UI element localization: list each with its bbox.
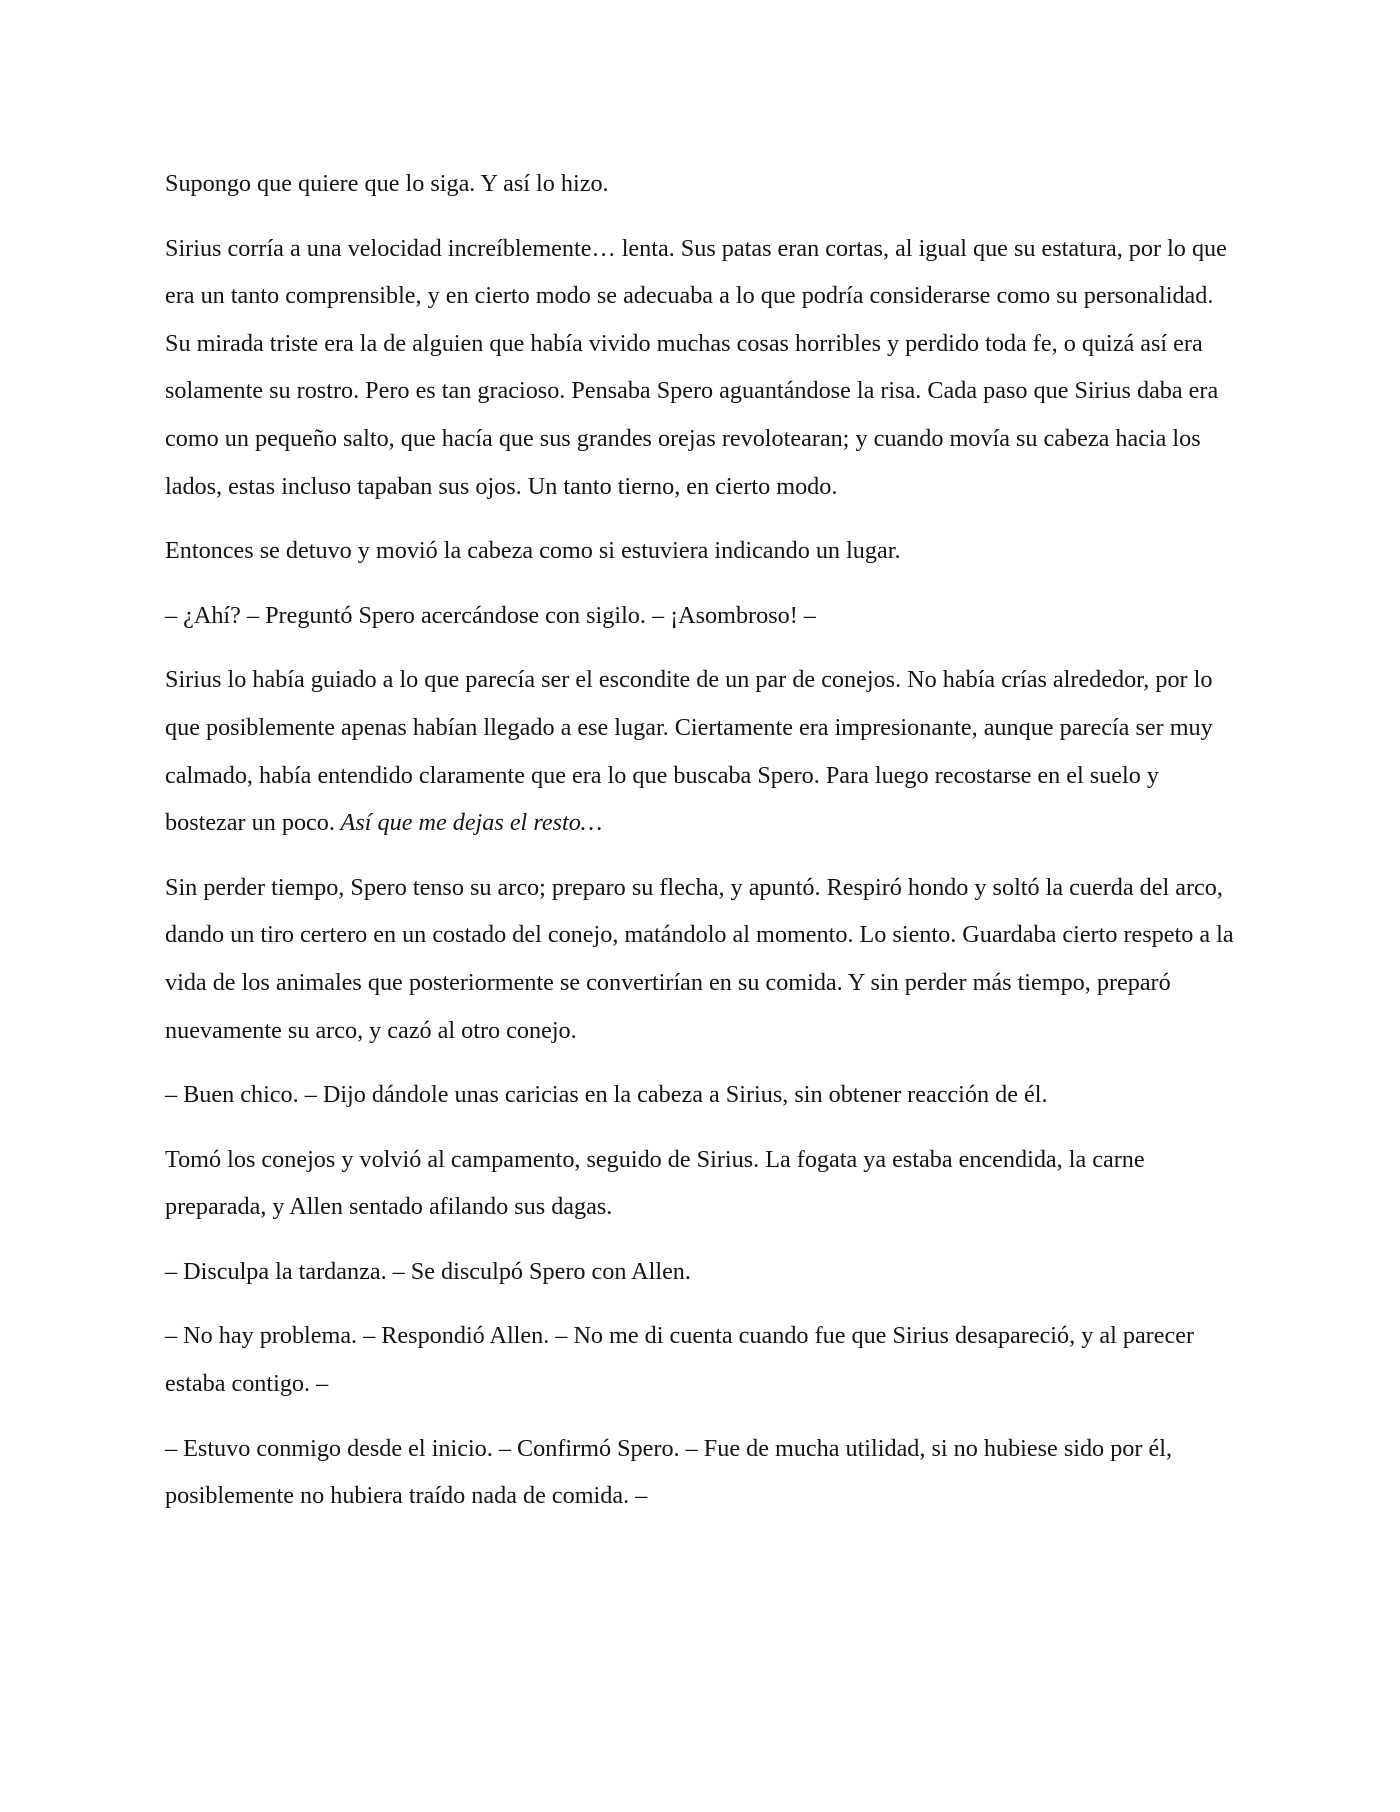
- italic-thought: Así que me dejas el resto…: [334, 809, 603, 837]
- dialogue-line-4: – No hay problema. – Respondió Allen. – No me di cuenta cuando fue que Sirius desapareció, y al parecer estaba contigo. –: [165, 1322, 1194, 1398]
- paragraph-5: [165, 656, 1235, 846]
- paragraph-2: Sirius corría a una velocidad increíblemente… lenta. Sus patas eran cortas, al igual que su estatura, por lo que era un tanto comprensible, y en cierto modo se adecuaba a lo que podría considerarse como su personalidad. Su mirada triste era la de alguien que había vivido muchas cosas horribles y perdido toda fe, o quizá así era solamente su rostro. Pero es tan gracioso. Pensaba Spero aguantándose la risa. Cada paso que Sirius daba era como un pequeño salto, que hacía que sus grandes orejas revolotearan; y cuando movía su cabeza hacia los lados, estas incluso tapaban sus ojos. Un tanto tierno, en cierto modo.: [165, 234, 1227, 500]
- body-text: [165, 160, 1235, 1537]
- paragraph-8: Tomó los conejos y volvió al campamento, seguido de Sirius. La fogata ya estaba encendida, la carne preparada, y Allen sentado afilando sus dagas.: [165, 1145, 1145, 1221]
- dialogue-line-2: – Buen chico. – Dijo dándole unas caricias en la cabeza a Sirius, sin obtener reacción de él.: [165, 1081, 1048, 1109]
- paragraph-6: Sin perder tiempo, Spero tenso su arco; preparo su flecha, y apuntó. Respiró hondo y soltó la cuerda del arco, dando un tiro certero en un costado del conejo, matándolo al momento. Lo siento. Guardaba cierto respeto a la vida de los animales que posteriormente se convertirían en su comida. Y sin perder más tiempo, preparó nuevamente su arco, y cazó al otro conejo.: [165, 873, 1234, 1044]
- paragraph-3: Entonces se detuvo y movió la cabeza como si estuviera indicando un lugar.: [165, 537, 901, 565]
- dialogue-line-3: – Disculpa la tardanza. – Se disculpó Spero con Allen.: [165, 1257, 691, 1285]
- dialogue-line-5: – Estuvo conmigo desde el inicio. – Confirmó Spero. – Fue de mucha utilidad, si no hubiese sido por él, posiblemente no hubiera traído nada de comida. –: [165, 1434, 1172, 1510]
- dialogue-line-1: – ¿Ahí? – Preguntó Spero acercándose con sigilo. – ¡Asombroso! –: [165, 601, 816, 629]
- paragraph-1: Supongo que quiere que lo siga. Y así lo hizo.: [165, 170, 609, 197]
- paragraph-5-text: Sirius lo había guiado a lo que parecía ser el escondite de un par de conejos. No había crías alrededor, por lo que posiblemente apenas habían llegado a ese lugar. Ciertamente era impresionante, aunque parecía ser muy calmado, había entendido claramente que era lo que buscaba Spero. Para luego recostarse en el suelo y bostezar un poco.: [165, 666, 1213, 837]
